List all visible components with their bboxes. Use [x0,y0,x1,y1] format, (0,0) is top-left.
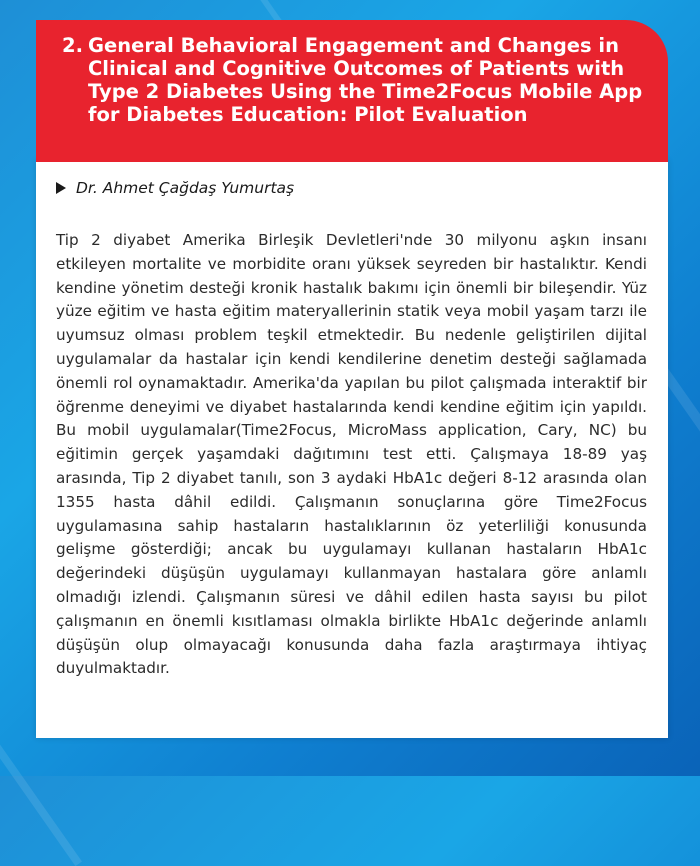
article-title-text: General Behavioral Engagement and Changes in Clinical and Cognitive Outcomes of Patients with Type 2 Diabetes Using the Time2Focus Mobile App for Diabetes Education: Pilot Evaluation [88,34,643,126]
title-banner [36,20,668,162]
play-triangle-icon [56,182,66,194]
article-title [62,34,658,126]
author-name: Dr. Ahmet Çağdaş Yumurtaş [76,179,295,197]
article-number: 2. [62,34,83,57]
article-body: Tip 2 diyabet Amerika Birleşik Devletleri'nde 30 milyonu aşkın insanı etkileyen mortalite ve morbidite oranı yüksek seyreden bir hastalıktır. Kendi kendine yönetim desteği kronik hastalık bakımı için önemli bir bileşendir. Yüz yüze eğitim ve hasta eğitim materyallerinin statik veya mobil yaşam tarzı ile uyumsuz olması problem teşkil etmektedir. Bu nedenle geliştirilen dijital uygulamalar da hastalar için kendi kendilerine denetim desteği sağlamada önemli rol oynamaktadır. Amerika'da yapılan bu pilot çalışmada interaktif bir öğrenme deneyimi ve diyabet hastalarında kendi kendine eğitim için yapıldı. Bu mobil uygulamalar(Time2Focus, MicroMass application, Cary, NC) bu eğitimin gerçek yaşamdaki dağıtımını test etti. Çalışmaya 18-89 yaş arasında, Tip 2 diyabet tanılı, son 3 aydaki HbA1c değeri 8-12 arasında olan 1355 hasta dâhil edildi. Çalışmanın sonuçlarına göre Time2Focus uygulamasına sahip hastaların hastalıklarının öz yeterliliği konusunda gelişme gösterdiği; ancak bu uygulamayı kullanan hastaların HbA1c değerindeki düşüşün uygulamayı kullanmayan hastalara göre anlamlı olmadığı izlendi. Çalışmanın süresi ve dâhil edilen hasta sayısı bu pilot çalışmanın en önemli kısıtlaması olmakla birlikte HbA1c değerinde anlamlı düşüşün olup olmayacağı konusunda daha fazla araştırmaya ihtiyaç duyulmaktadır. [56,231,647,678]
author-line [56,178,294,198]
